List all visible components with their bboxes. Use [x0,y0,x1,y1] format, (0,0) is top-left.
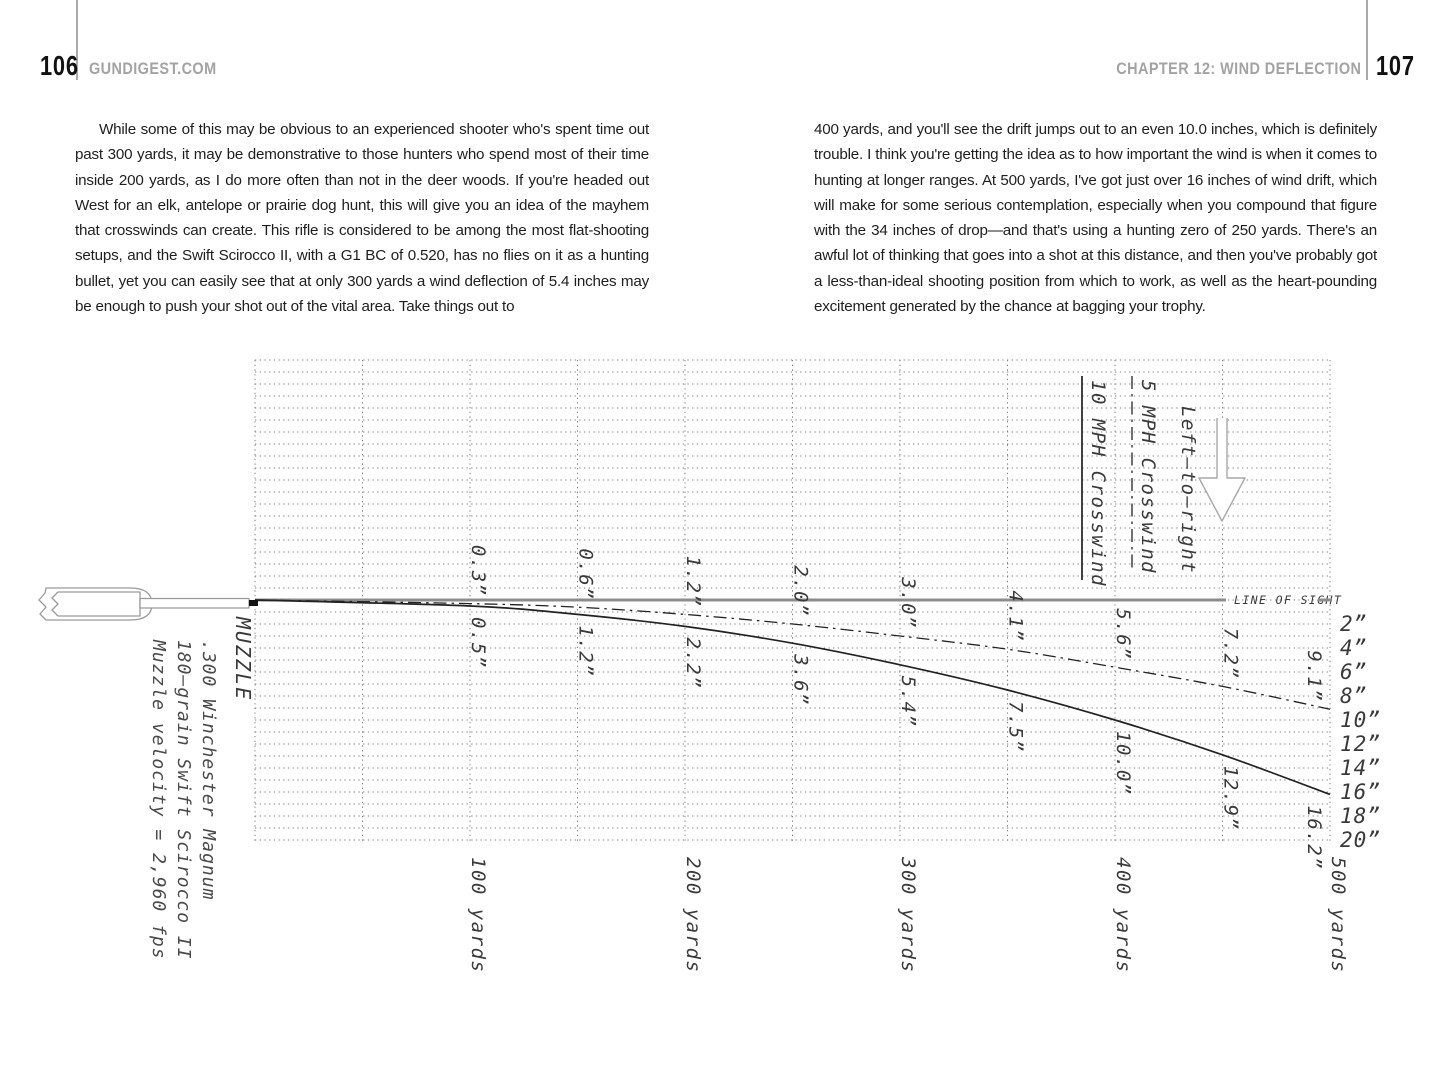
x-axis-tick-label: 200 yards [682,857,704,974]
rifle-icon [39,588,258,620]
drift-point-labels [467,545,1325,870]
line-of-sight-label: LINE OF SIGHT [1234,593,1343,607]
drift-label-10mph: 2.2” [682,637,704,690]
rifle-caption-line: Muzzle velocity = 2,960 fps [148,640,169,960]
y-axis-tick-label: 10” [1340,708,1381,732]
y-axis-tick-label: 8” [1340,684,1368,708]
drift-label-10mph: 3.6” [789,654,812,706]
drift-label-5mph: 1.2” [682,555,704,608]
drift-label-5mph: 0.3” [467,544,489,597]
drift-label-10mph: 10.0” [1112,731,1134,796]
x-axis-tick-label: 400 yards [1112,857,1134,974]
drift-label-10mph: 1.2” [574,625,597,678]
wind-direction-label: Left–to–right [1177,406,1199,575]
drift-label-5mph: 4.1” [1004,590,1027,643]
x-axis-tick-label: 300 yards [897,857,919,974]
drift-label-5mph: 0.6” [574,548,597,601]
page-number-right: 107 [1376,50,1415,81]
rifle-caption [148,639,219,960]
legend-label-5mph: 5 MPH Crosswind [1137,380,1159,575]
drift-label-10mph: 0.5” [467,617,489,669]
paragraph-left: While some of this may be obvious to an experienced shooter who's spent time out past 300 yards, it may be demonstrative to those hunters who spend most of their time inside 200 yards, as I do more often than not in the deer woods. If you're headed out West for an elk, antelope or prairie dog hunt, this will give you an idea of the mayhem that crosswinds can create. This rifle is considered to be among the most flat-shooting setups, and the Swift Scirocco II, with a G1 BC of 0.520, has no flies on it as a hunting bullet, yet you can easily see that at only 300 yards a wind deflection of 5.4 inches may be enough to push your shot out of the vital area. Take things out to [75,121,649,316]
y-axis-tick-label: 16” [1340,780,1381,804]
legend-label-10mph: 10 MPH Crosswind [1087,380,1109,588]
page-number-left: 106 [40,50,79,81]
chapter-header: CHAPTER 12: WIND DEFLECTION [1115,59,1361,78]
drift-label-5mph: 2.0” [789,565,812,617]
x-axis-tick-label: 500 yards [1327,857,1349,974]
y-axis-tick-label: 20” [1340,828,1381,852]
y-axis-tick-label: 12” [1340,732,1381,756]
drift-label-5mph: 5.6” [1112,608,1134,661]
drift-label-10mph: 5.4” [897,675,919,728]
drift-label-10mph: 12.9” [1219,765,1242,831]
site-header: GUNDIGEST.COM [89,59,217,78]
paragraph-right: 400 yards, and you'll see the drift jumps out to an even 10.0 inches, which is definitely trouble. I think you're getting the idea as to how important the wind is when it comes to hunting at longer ranges. At 500 yards, I've got just over 16 inches of wind drift, which will make for some serious contemplation, especially when you compound that figure with the 34 inches of drop—and that's using a hunting zero of 250 yards. There's an awful lot of thinking that goes into a shot at this distance, and then you've probably got a less-than-ideal shooting position from which to work, as well as the heart-pounding excitement generated by the chance at bagging your trophy. [814,121,1377,316]
drift-label-5mph: 7.2” [1219,627,1242,680]
rifle-caption-line: 180–grain Swift Scirocco II [173,640,194,960]
y-axis-tick-label: 14” [1340,756,1381,780]
y-axis-tick-label: 6” [1340,660,1368,684]
y-axis-tick-label: 2” [1340,612,1368,636]
drift-label-10mph: 16.2” [1303,805,1325,871]
y-axis-tick-label: 18” [1340,804,1381,828]
chart-legend [1082,376,1245,587]
muzzle-label: MUZZLE [231,617,255,702]
drift-label-5mph: 3.0” [897,577,919,629]
drift-label-10mph: 7.5” [1004,701,1027,753]
x-axis-tick-label: 100 yards [467,857,489,974]
rifle-caption-line: .300 Winchester Magnum [198,640,219,901]
drift-label-5mph: 9.1” [1303,650,1325,703]
wind-direction-arrow-icon [1199,418,1245,521]
y-axis-tick-label: 4” [1340,636,1368,660]
